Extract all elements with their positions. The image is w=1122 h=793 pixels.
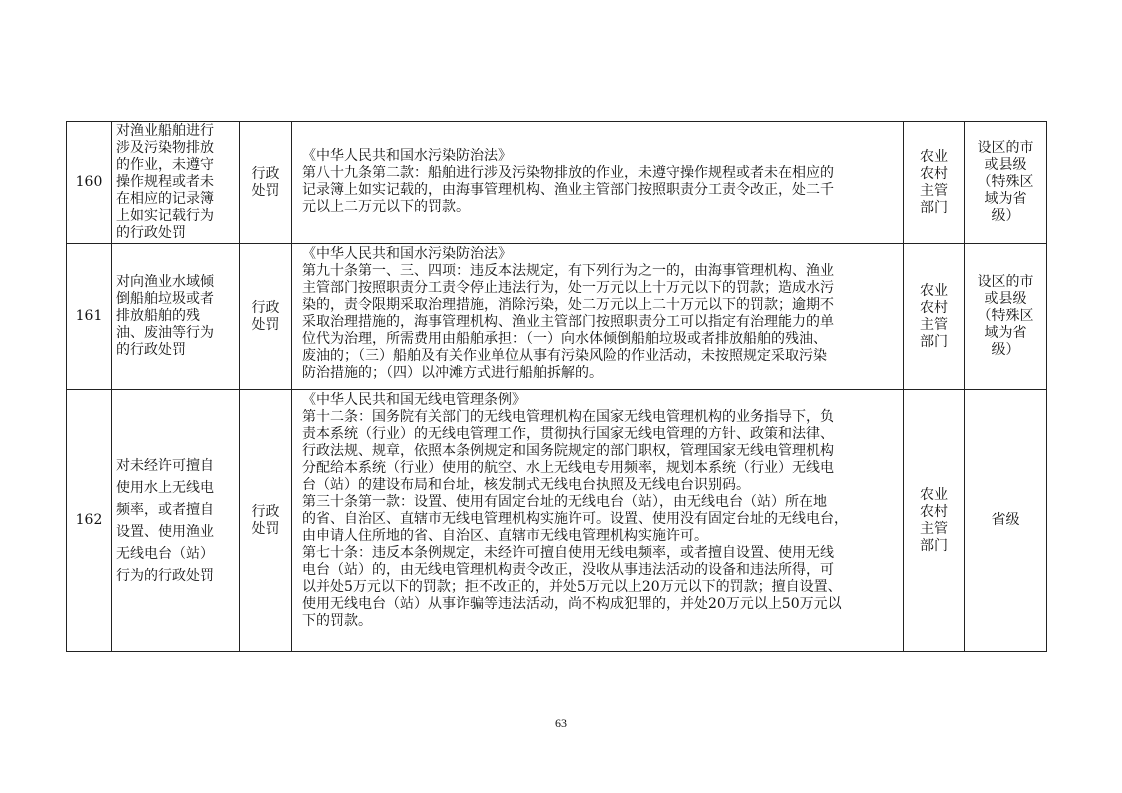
penalty-item-line: 的行政处罚: [116, 342, 186, 358]
legal-basis-line: 下的罚款。: [302, 613, 372, 629]
legal-basis-line: 主管部门按照职责分工责令停止违法行为，处一万元以上十万元以下的罚款；造成水污: [302, 280, 834, 296]
department-line: 农村: [920, 299, 948, 316]
penalty-item-line: 上如实记载行为: [116, 208, 214, 224]
penalty-item-line: 操作规程或者未: [116, 174, 214, 190]
page-number: 63: [555, 716, 567, 730]
penalty-item: [112, 390, 240, 652]
legal-basis-line: 责本系统（行业）的无线电管理工作，贯彻执行国家无线电管理的方针、政策和法律、: [302, 426, 834, 442]
penalty-item-line: 无线电台（站）: [116, 545, 214, 562]
penalty-type-line: 行政: [251, 165, 280, 182]
department-line: 农业: [920, 148, 948, 165]
legal-basis-line: 第七十条：违反本条例规定，未经许可擅自使用无线电频率，或者擅自设置、使用无线: [302, 545, 834, 561]
penalty-type-line: 处罚: [251, 182, 280, 199]
penalty-type: [240, 122, 292, 244]
row-number: 161: [67, 244, 112, 390]
legal-basis-line: 第九十条第一、三、四项：违反本法规定，有下列行为之一的，由海事管理机构、渔业: [302, 263, 834, 279]
level-line: 设区的市: [977, 140, 1034, 156]
legal-basis-line: 行政法规、规章，依照本条例规定和国务院规定的部门职权，管理国家无线电管理机构: [302, 443, 834, 459]
responsible-department: [904, 244, 965, 390]
penalty-type: [240, 390, 292, 652]
enforcement-level: [965, 122, 1047, 244]
department-line: 部门: [920, 537, 948, 554]
law-title: 《中华人民共和国水污染防治法》: [302, 148, 512, 164]
penalty-item-line: 对向渔业水域倾: [116, 274, 214, 290]
penalty-item-line: 对未经许可擅自: [116, 457, 214, 474]
penalty-type-line: 行政: [251, 299, 280, 316]
penalty-item-line: 行为的行政处罚: [116, 567, 214, 584]
legal-basis-line: 台（站）的建设布局和台址，核发制式无线电台执照及无线电台识别码。: [302, 477, 750, 493]
enforcement-level: [965, 244, 1047, 390]
legal-basis-line: 第三十条第一款：设置、使用有固定台址的无线电台（站），由无线电台（站）所在地: [302, 494, 827, 510]
penalty-item-line: 油、废油等行为: [116, 325, 214, 341]
legal-basis-line: 元以上二万元以下的罚款。: [302, 199, 470, 215]
department-line: 农村: [920, 503, 948, 520]
penalty-item-line: 的行政处罚: [116, 225, 186, 241]
department-line: 农村: [920, 165, 948, 182]
legal-basis-line: 防治措施的；（四）以冲滩方式进行船舶拆解的。: [302, 365, 603, 381]
penalty-type-line: 行政: [251, 503, 280, 520]
legal-basis-line: 记录簿上如实记载的，由海事管理机构、渔业主管部门按照职责分工责令改正，处二千: [302, 182, 834, 198]
legal-basis-line: 第十二条：国务院有关部门的无线电管理机构在国家无线电管理机构的业务指导下，负: [302, 409, 834, 425]
level-line: 设区的市: [977, 274, 1034, 290]
department-line: 主管: [920, 316, 948, 333]
level-line: （特殊区: [977, 174, 1034, 190]
table-row: [67, 122, 1047, 244]
penalty-item-line: 倒船舶垃圾或者: [116, 291, 214, 307]
level-line: 域为省: [984, 191, 1027, 207]
legal-basis-line: 使用无线电台（站）从事诈骗等违法活动，尚不构成犯罪的，并处20万元以上50万元以: [302, 596, 842, 612]
law-title: 《中华人民共和国水污染防治法》: [302, 246, 512, 262]
penalty-item-line: 对渔业船舶进行: [116, 123, 214, 139]
department-line: 部门: [920, 199, 948, 216]
level-line: 级）: [991, 208, 1020, 224]
penalty-item-line: 的作业，未遵守: [116, 157, 214, 173]
penalty-item-line: 排放船舶的残: [116, 308, 200, 324]
penalty-item-line: 设置、使用渔业: [116, 523, 214, 540]
department-line: 农业: [920, 486, 948, 503]
row-number: 160: [67, 122, 112, 244]
level-line: 省级: [991, 512, 1020, 528]
penalty-type-line: 处罚: [251, 316, 280, 333]
department-line: 农业: [920, 282, 948, 299]
table-row: [67, 244, 1047, 390]
legal-basis-line: 分配给本系统（行业）使用的航空、水上无线电专用频率，规划本系统（行业）无线电: [302, 460, 834, 476]
penalty-item: [112, 244, 240, 390]
legal-basis: [292, 122, 904, 244]
enforcement-level: [965, 390, 1047, 652]
penalty-item: [112, 122, 240, 244]
level-line: 级）: [991, 342, 1020, 358]
table-row: [67, 390, 1047, 652]
legal-basis-line: 电台（站）的，由无线电管理机构责令改正，没收从事违法活动的设备和违法所得，可: [302, 562, 834, 578]
penalty-item-line: 涉及污染物排放: [116, 140, 214, 156]
penalty-type-line: 处罚: [251, 520, 280, 537]
legal-basis-line: 采取治理措施的，海事管理机构、渔业主管部门按照职责分工可以指定有治理能力的单: [302, 314, 834, 330]
row-number: 162: [67, 390, 112, 652]
penalty-item-line: 在相应的记录簿: [116, 191, 214, 207]
level-line: 或县级: [984, 291, 1027, 307]
department-line: 主管: [920, 520, 948, 537]
law-title: 《中华人民共和国无线电管理条例》: [302, 392, 526, 408]
level-line: 域为省: [984, 325, 1027, 341]
legal-basis: [292, 244, 904, 390]
department-line: 主管: [920, 182, 948, 199]
penalty-table: [66, 121, 1047, 652]
penalty-item-line: 使用水上无线电: [116, 479, 214, 496]
legal-basis-line: 位代为治理，所需费用由船舶承担：（一）向水体倾倒船舶垃圾或者排放船舶的残油、: [302, 331, 827, 347]
penalty-item-line: 频率，或者擅自: [116, 501, 214, 518]
level-line: （特殊区: [977, 308, 1034, 324]
legal-basis-line: 第八十九条第二款：船舶进行涉及污染物排放的作业，未遵守操作规程或者未在相应的: [302, 165, 834, 181]
level-line: 或县级: [984, 157, 1027, 173]
responsible-department: [904, 390, 965, 652]
legal-basis-line: 染的，责令限期采取治理措施，消除污染，处二万元以上二十万元以下的罚款；逾期不: [302, 297, 834, 313]
penalty-type: [240, 244, 292, 390]
legal-basis-line: 由申请人住所地的省、自治区、直辖市无线电管理机构实施许可。: [302, 528, 708, 544]
penalty-table-body: [67, 122, 1047, 652]
legal-basis: [292, 390, 904, 652]
legal-basis-line: 的省、自治区、直辖市无线电管理机构实施许可。设置、使用没有固定台址的无线电台，: [302, 511, 848, 527]
legal-basis-line: 以并处5万元以下的罚款；拒不改正的，并处5万元以上20万元以下的罚款；擅自设置、: [302, 579, 842, 595]
legal-basis-line: 废油的；（三）船舶及有关作业单位从事有污染风险的作业活动，未按照规定采取污染: [302, 348, 827, 364]
department-line: 部门: [920, 333, 948, 350]
responsible-department: [904, 122, 965, 244]
